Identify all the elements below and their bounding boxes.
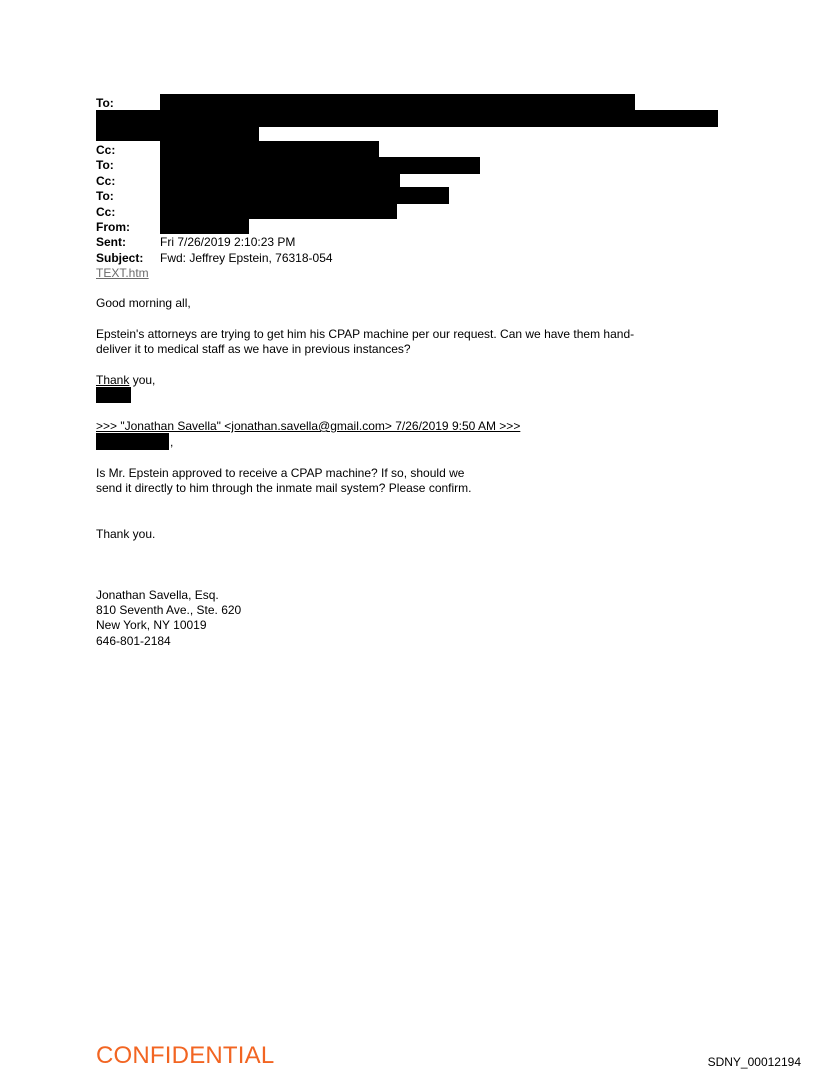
subject-value: Fwd: Jeffrey Epstein, 76318-054 — [160, 251, 333, 265]
attachment-link[interactable]: TEXT.htm — [96, 266, 149, 280]
thanks-text: Thank you. — [96, 527, 156, 541]
forward-header — [96, 419, 520, 433]
sent-value: Fri 7/26/2019 2:10:23 PM — [160, 235, 296, 249]
redaction-block — [160, 94, 635, 110]
signature-address: New York, NY 10019 — [96, 618, 207, 632]
thank-you-line — [96, 373, 155, 387]
addressee-comma: , — [170, 435, 174, 449]
bates-number: SDNY_00012194 — [707, 1055, 801, 1069]
cc-label: Cc: — [96, 143, 116, 157]
to-label: To: — [96, 189, 114, 203]
redaction-block — [160, 157, 480, 174]
to-label: To: — [96, 158, 114, 172]
from-label: From: — [96, 220, 130, 234]
forward-header-text: >>> "Jonathan Savella" <jonathan.savella@gmail.com> 7/26/2019 9:50 AM >>> — [96, 419, 521, 433]
thank-word: Thank — [96, 373, 130, 387]
body-paragraph-line: deliver it to medical staff as we have in previous instances? — [96, 342, 411, 356]
signature-address: 810 Seventh Ave., Ste. 620 — [96, 603, 242, 617]
body-paragraph-line: Epstein's attorneys are trying to get him his CPAP machine per our request. Can we have them hand- — [96, 327, 635, 341]
confidential-stamp: CONFIDENTIAL — [96, 1042, 275, 1069]
you-word: you, — [129, 373, 156, 387]
redaction-block — [160, 174, 400, 187]
redaction-block — [160, 187, 449, 204]
signature-name: Jonathan Savella, Esq. — [96, 588, 219, 602]
cc-label: Cc: — [96, 205, 116, 219]
redaction-block — [160, 204, 397, 219]
greeting-text: Good morning all, — [96, 296, 191, 310]
redaction-block — [160, 219, 249, 234]
signature-phone: 646-801-2184 — [96, 634, 171, 648]
redaction-block — [96, 127, 259, 141]
cc-label: Cc: — [96, 174, 116, 188]
redaction-block — [160, 141, 379, 157]
redaction-block — [96, 110, 718, 127]
question-line: Is Mr. Epstein approved to receive a CPAP machine? If so, should we — [96, 466, 465, 480]
redaction-block — [96, 387, 131, 403]
question-line: send it directly to him through the inmate mail system? Please confirm. — [96, 481, 472, 495]
sent-label: Sent: — [96, 235, 126, 249]
redaction-block — [96, 433, 169, 450]
subject-label: Subject: — [96, 251, 144, 265]
to-label: To: — [96, 96, 114, 110]
